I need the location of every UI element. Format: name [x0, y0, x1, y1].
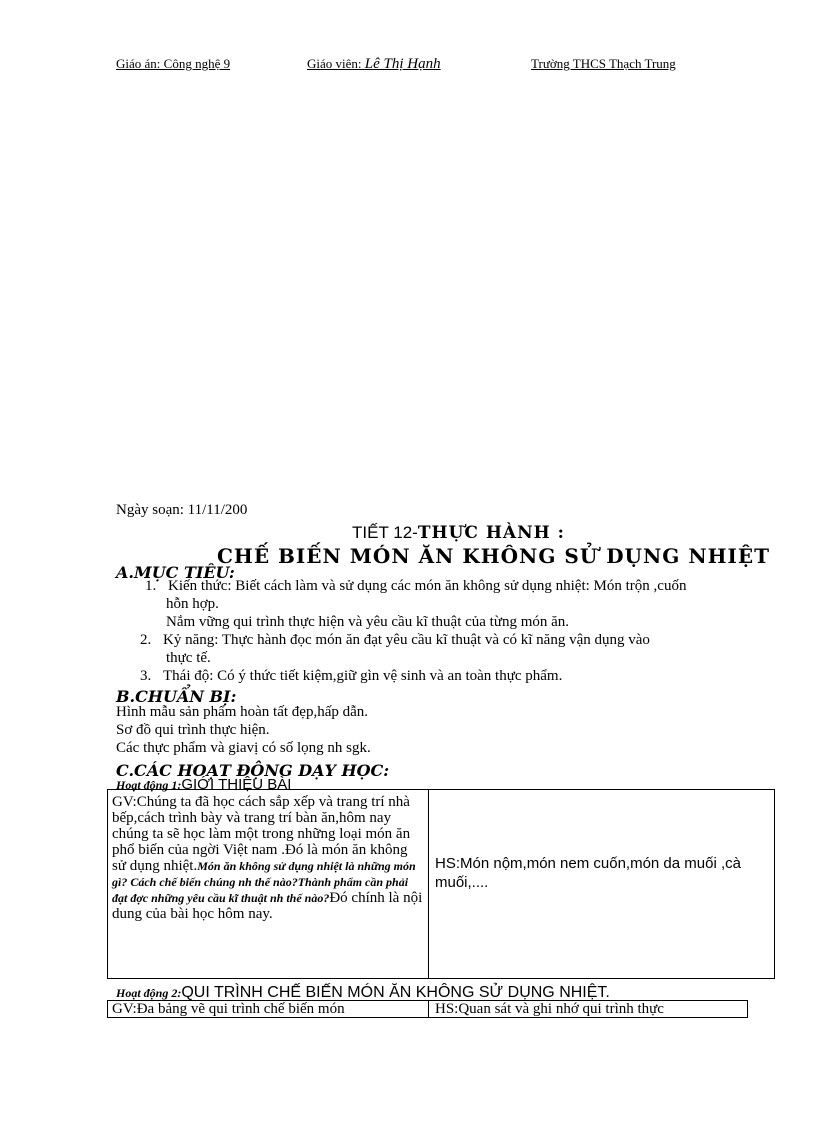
- header-school: Trường THCS Thạch Trung: [531, 56, 676, 71]
- objective-2: [140, 631, 650, 649]
- activity-1-title: GIỚI THIỆU BÀI: [181, 776, 292, 793]
- objective-1-extra: Nắm vững qui trình thực hiện và yêu cầu kĩ thuật của từng món ăn.: [166, 614, 570, 630]
- date-line: Ngày soạn: 11/11/200: [116, 502, 248, 518]
- practice-label: THỰC HÀNH :: [417, 523, 565, 543]
- objective-text: Kỷ năng: Thực hành đọc món ăn đạt yêu cầu kĩ thuật và có kĩ năng vận dụng vào: [163, 632, 650, 648]
- objective-1: [145, 577, 686, 595]
- activity-1-teacher-cell: [107, 789, 429, 979]
- activity-1-label: Hoạt động 1:: [116, 778, 182, 792]
- activity-1-teacher-text: [108, 790, 428, 924]
- activity-2-student-text: HS:Quan sát và ghi nhớ qui trình thực: [435, 1001, 664, 1017]
- objective-number: 2.: [140, 632, 152, 648]
- objective-number: 1.: [145, 578, 157, 594]
- preparation-line-1: Hình mẫu sản phẩm hoàn tất đẹp,hấp dẫn.: [116, 704, 369, 720]
- teacher-statement: GV:Chúng ta đã học cách sắp xếp và trang trí nhà bếp,cách trình bày và trang trí bàn ăn,hôm nay chúng ta sẽ học làm một trong những loại món ăn phổ biến của ngời Việt nam .Đó là món ăn không sử dụng nhiệt.: [112, 794, 411, 874]
- activity-1-student-text: HS:Món nộm,món nem cuốn,món da muối ,cà muối,....: [435, 855, 741, 891]
- objective-text: Kiến thức: Biết cách làm và sử dụng các món ăn không sử dụng nhiệt: Món trộn ,cuốn: [168, 578, 687, 594]
- header-lesson-plan: Giáo án: Công nghệ 9: [116, 56, 231, 71]
- activity-2-teacher-cell: [107, 1000, 429, 1018]
- preparation-line-2: Sơ đồ qui trình thực hiện.: [116, 722, 270, 738]
- title-line: [352, 523, 565, 543]
- header-teacher: [307, 56, 441, 73]
- activity-2-student-cell: [428, 1000, 748, 1018]
- page-title: CHẾ BIẾN MÓN ĂN KHÔNG SỬ DỤNG NHIỆT: [217, 544, 770, 568]
- preparation-heading: B.CHUẨN BỊ:: [116, 687, 237, 706]
- activity-2-teacher-text: GV:Đa bảng vẽ qui trình chế biến món: [112, 1001, 345, 1017]
- activity-1-student-cell: [428, 789, 775, 979]
- lesson-number: TIẾT 12-: [352, 523, 418, 542]
- objective-2-cont: thực tế.: [166, 650, 211, 666]
- header-teacher-name: Lê Thị Hạnh: [364, 56, 441, 72]
- objectives-heading: A.MỤC TIÊU:: [116, 563, 235, 582]
- activities-heading: C.CÁC HOẠT ĐỘNG DẠY HỌC:: [116, 761, 390, 780]
- teacher-conclusion: Đó chính là nội dung của bài học hôm nay.: [112, 890, 423, 922]
- activity-2-label: Hoạt động 2:: [116, 986, 182, 1000]
- objective-3: [140, 667, 562, 685]
- teacher-questions: Món ăn không sử dụng nhiệt là những món gì? Cách chế biến chúng nh thế nào?Thành phẩm cần phải đạt đợc những yêu cầu kĩ thuật nh thế nào?: [112, 859, 416, 905]
- objective-1-cont: hỗn hợp.: [166, 596, 219, 612]
- objective-number: 3.: [140, 668, 152, 684]
- objective-text: Thái độ: Có ý thức tiết kiệm,giữ gìn vệ sinh và an toàn thực phẩm.: [163, 668, 563, 684]
- preparation-line-3: Các thực phẩm và giavị có số lọng nh sgk.: [116, 740, 371, 756]
- header-teacher-label: Giáo viên:: [307, 56, 362, 71]
- activity-2-title: QUI TRÌNH CHẾ BIẾN MÓN ĂN KHÔNG SỬ DỤNG NHIỆT.: [181, 984, 610, 1001]
